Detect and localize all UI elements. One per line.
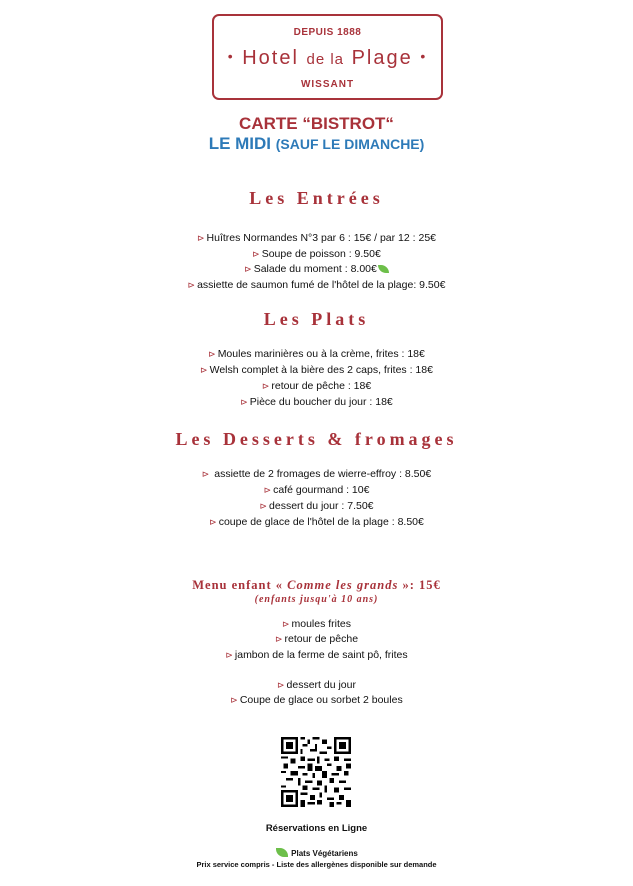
menu-item-text: assiette de saumon fumé de l'hôtel de la plage: 9.50€ xyxy=(197,279,446,291)
menu-item xyxy=(0,515,633,529)
kids-title-italic: Comme les grands xyxy=(287,578,399,592)
logo-name-part3: Plage xyxy=(351,47,413,69)
arrow-bullet-icon: ⊳ xyxy=(209,517,217,527)
logo-city: WISSANT xyxy=(300,79,355,90)
menu-item-text: Moules marinières ou à la crème, frites : 18€ xyxy=(217,348,425,360)
leaf-icon xyxy=(378,265,389,273)
menu-item xyxy=(0,693,633,707)
menu-item-text: dessert du jour : 7.50€ xyxy=(269,500,374,512)
arrow-bullet-icon: ⊳ xyxy=(196,233,205,243)
arrow-bullet-icon: ⊳ xyxy=(276,680,285,690)
arrow-bullet-icon: ⊳ xyxy=(225,650,233,660)
lunch-title-main: LE MIDI xyxy=(208,134,272,153)
menu-item-text: retour de pêche xyxy=(284,633,359,645)
hotel-logo xyxy=(212,14,443,100)
arrow-bullet-icon: ⊳ xyxy=(187,280,196,290)
menu-item-text: Huîtres Normandes N°3 par 6 : 15€ / par 12 : 25€ xyxy=(206,232,437,244)
dot-icon: • xyxy=(227,48,235,64)
kids-title-prefix: Menu enfant « xyxy=(192,578,288,592)
dot-icon: • xyxy=(420,48,428,64)
arrow-bullet-icon: ⊳ xyxy=(261,381,270,391)
menu-item xyxy=(0,483,633,497)
logo-name-part2: de la xyxy=(306,51,345,68)
arrow-bullet-icon: ⊳ xyxy=(208,349,216,359)
menu-item xyxy=(0,231,633,245)
menu-item-text: Soupe de poisson : 9.50€ xyxy=(261,248,381,260)
reservations-link[interactable]: Réservations en Ligne xyxy=(265,823,368,834)
menu-item-text: jambon de la ferme de saint pô, frites xyxy=(234,649,408,661)
menu-item-text: café gourmand : 10€ xyxy=(273,484,370,496)
arrow-bullet-icon: ⊳ xyxy=(281,619,290,629)
arrow-bullet-icon: ⊳ xyxy=(263,485,272,495)
arrow-bullet-icon: ⊳ xyxy=(201,469,210,479)
arrow-bullet-icon: ⊳ xyxy=(244,264,252,274)
logo-name-part1: Hotel xyxy=(242,47,299,69)
menu-item-text: Salade du moment : 8.00€ xyxy=(253,263,377,275)
section-title-entrees: Les Entrées xyxy=(249,188,384,208)
vegetarian-legend-text: Plats Végétariens xyxy=(291,849,358,858)
menu-item xyxy=(0,617,633,631)
leaf-icon xyxy=(276,848,288,857)
menu-item-text: Coupe de glace ou sorbet 2 boules xyxy=(239,694,403,706)
menu-item xyxy=(0,379,633,393)
section-title-plats: Les Plats xyxy=(263,309,370,329)
menu-item xyxy=(0,678,633,692)
menu-item xyxy=(0,278,633,292)
menu-item-text: assiette de 2 fromages de wierre-effroy : 8.50€ xyxy=(211,468,432,480)
menu-item xyxy=(0,632,633,646)
logo-name xyxy=(214,47,441,70)
menu-item-text: Welsh complet à la bière des 2 caps, frites : 18€ xyxy=(209,364,433,376)
arrow-bullet-icon: ⊳ xyxy=(274,634,283,644)
menu-item-text: dessert du jour xyxy=(286,679,356,691)
menu-item-text: coupe de glace de l'hôtel de la plage : 8.50€ xyxy=(218,516,424,528)
arrow-bullet-icon: ⊳ xyxy=(259,501,268,511)
menu-item-text: moules frites xyxy=(291,618,352,630)
menu-item-text: Pièce du boucher du jour : 18€ xyxy=(249,396,393,408)
arrow-bullet-icon: ⊳ xyxy=(230,695,238,705)
menu-item xyxy=(0,499,633,513)
carte-title: CARTE “BISTROT“ xyxy=(239,114,394,133)
menu-item-text: retour de pêche : 18€ xyxy=(271,380,372,392)
menu-item xyxy=(0,395,633,409)
qr-code-icon[interactable] xyxy=(281,737,351,807)
logo-since: DEPUIS 1888 xyxy=(293,27,362,38)
menu-item xyxy=(0,648,633,662)
menu-item xyxy=(0,262,633,276)
menu-item xyxy=(0,247,633,261)
arrow-bullet-icon: ⊳ xyxy=(200,365,208,375)
lunch-title-sub: (SAUF LE DIMANCHE) xyxy=(275,136,425,152)
arrow-bullet-icon: ⊳ xyxy=(240,397,248,407)
kids-title-suffix: »: 15€ xyxy=(398,578,441,592)
vegetarian-legend xyxy=(0,848,633,858)
kids-menu-subtitle: (enfants jusqu'à 10 ans) xyxy=(254,594,379,605)
section-title-desserts: Les Desserts & fromages xyxy=(175,429,458,449)
menu-item xyxy=(0,363,633,377)
lunch-title xyxy=(0,134,633,154)
footer-note: Prix service compris - Liste des allergènes disponible sur demande xyxy=(196,860,437,869)
kids-menu-title xyxy=(0,578,633,593)
menu-item xyxy=(0,347,633,361)
menu-item xyxy=(0,467,633,481)
arrow-bullet-icon: ⊳ xyxy=(252,249,260,259)
